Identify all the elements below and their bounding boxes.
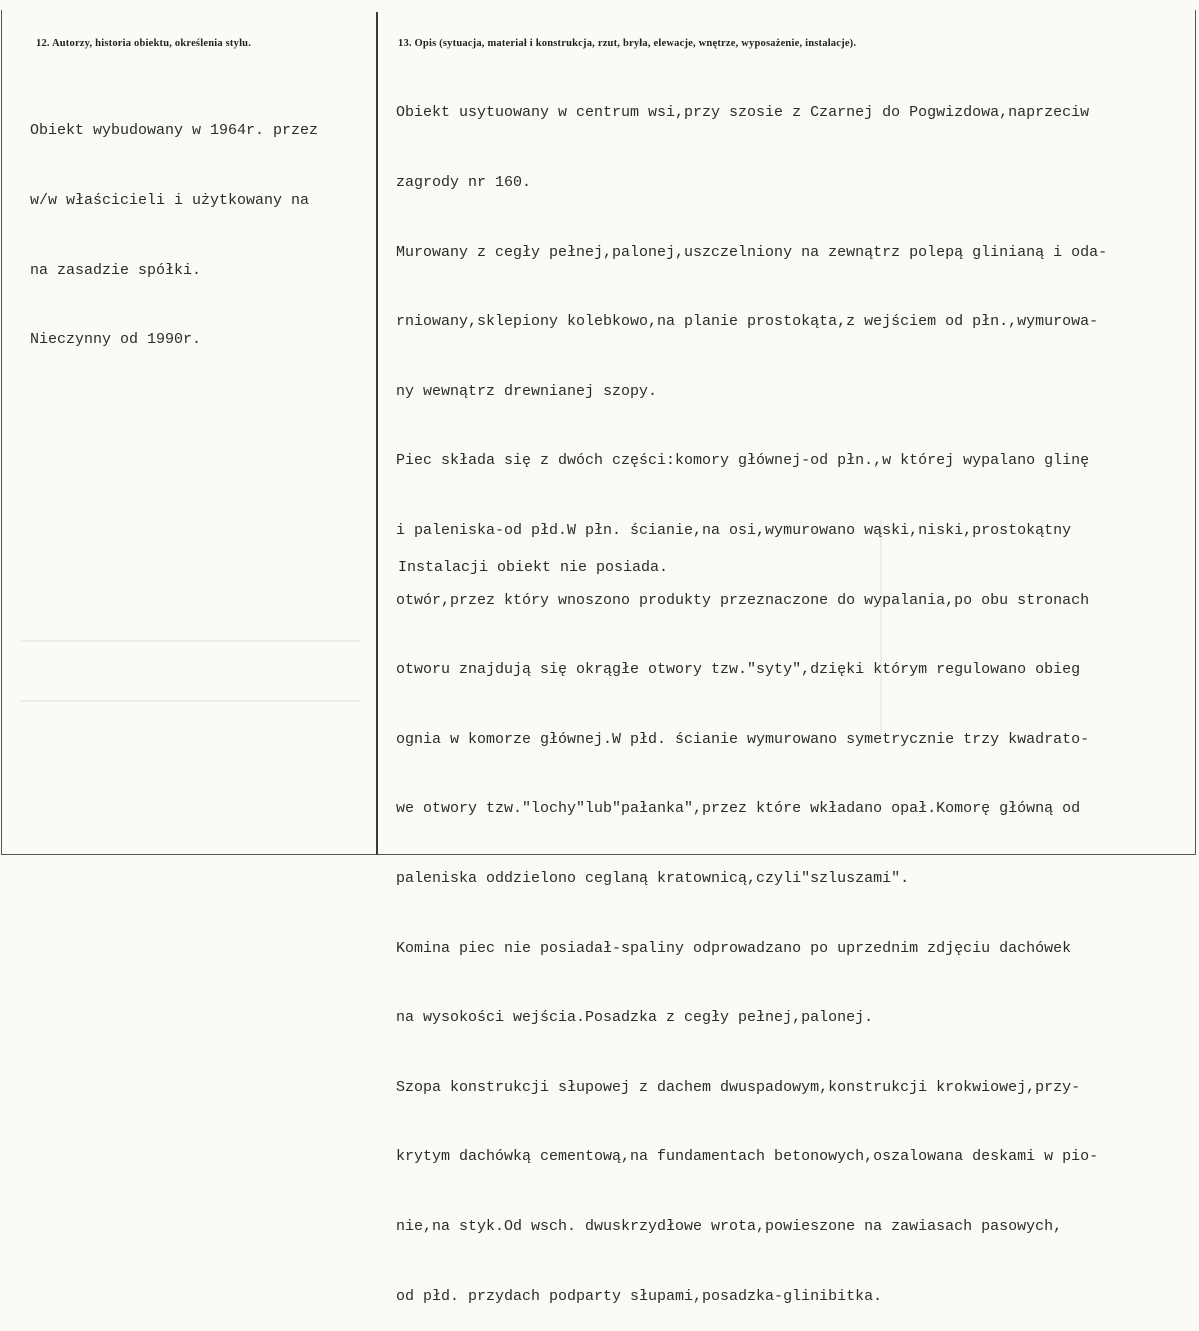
section-12-text: [30, 73, 318, 375]
text-line: ny wewnątrz drewnianej szopy.: [396, 382, 658, 400]
text-line: Nieczynny od 1990r.: [30, 331, 202, 349]
text-line: paleniska oddzielono ceglaną kratownicą,czyli"szluszami".: [396, 869, 910, 887]
text-line: zagrody nr 160.: [396, 174, 532, 191]
text-line: Szopa konstrukcji słupowej z dachem dwuspadowym,konstrukcji krokwiowej,przy-: [396, 1078, 1081, 1096]
text-line: ognia w komorze głównej.W płd. ścianie wymurowano symetrycznie trzy kwadrato-: [396, 730, 1090, 748]
text-line: nie,na styk.Od wsch. dwuskrzydłowe wrota,powieszone na zawiasach pasowych,: [396, 1217, 1063, 1235]
text-line: Piec składa się z dwóch części:komory głównej-od płn.,w której wypalano glinę: [396, 452, 1090, 470]
text-line: Obiekt usytuowany w centrum wsi,przy szosie z Czarnej do Pogwizdowa,naprzeciw: [396, 104, 1090, 122]
text-line: na zasadzie spółki.: [30, 261, 202, 279]
section-12-heading: 12. Autorzy, historia obiektu, określenia stylu.: [36, 38, 252, 49]
text-line: we otwory tzw."lochy"lub"pałanka",przez które wkładano opał.Komorę główną od: [396, 800, 1081, 818]
text-line: Obiekt wybudowany w 1964r. przez: [30, 122, 319, 140]
text-line: otwór,przez który wnoszono produkty przeznaczone do wypalania,po obu stronach: [396, 591, 1090, 609]
text-line: Komina piec nie posiadał-spaliny odprowadzano po uprzednim zdjęciu dachówek: [396, 939, 1072, 957]
section-13-text: [396, 55, 1107, 1331]
installations-note: Instalacji obiekt nie posiada.: [398, 559, 669, 576]
text-line: rniowany,sklepiony kolebkowo,na planie prostokąta,z wejściem od płn.,wymurowa-: [396, 313, 1099, 331]
column-divider: [376, 12, 378, 855]
text-line: otworu znajdują się okrągłe otwory tzw."syty",dzięki którym regulowano obieg: [396, 661, 1081, 679]
section-13-heading: 13. Opis (sytuacja, materiał i konstrukcja, rzut, bryła, elewacje, wnętrze, wyposażenie, instalacje).: [398, 38, 857, 49]
reverse-side-show-through: [20, 700, 360, 702]
text-line: krytym dachówką cementową,na fundamentach betonowych,oszalowana deskami w pio-: [396, 1148, 1099, 1166]
reverse-side-show-through: [20, 640, 360, 642]
text-line: na wysokości wejścia.Posadzka z cegły pełnej,palonej.: [396, 1009, 874, 1027]
text-line: Murowany z cegły pełnej,palonej,uszczelniony na zewnątrz polepą glinianą i oda-: [396, 243, 1108, 261]
text-line: w/w właścicieli i użytkowany na: [30, 192, 310, 209]
text-line: i paleniska-od płd.W płn. ścianie,na osi,wymurowano wąski,niski,prostokątny: [396, 521, 1072, 539]
text-line: od płd. przydach podparty słupami,posadzka-glinibitka.: [396, 1287, 883, 1305]
